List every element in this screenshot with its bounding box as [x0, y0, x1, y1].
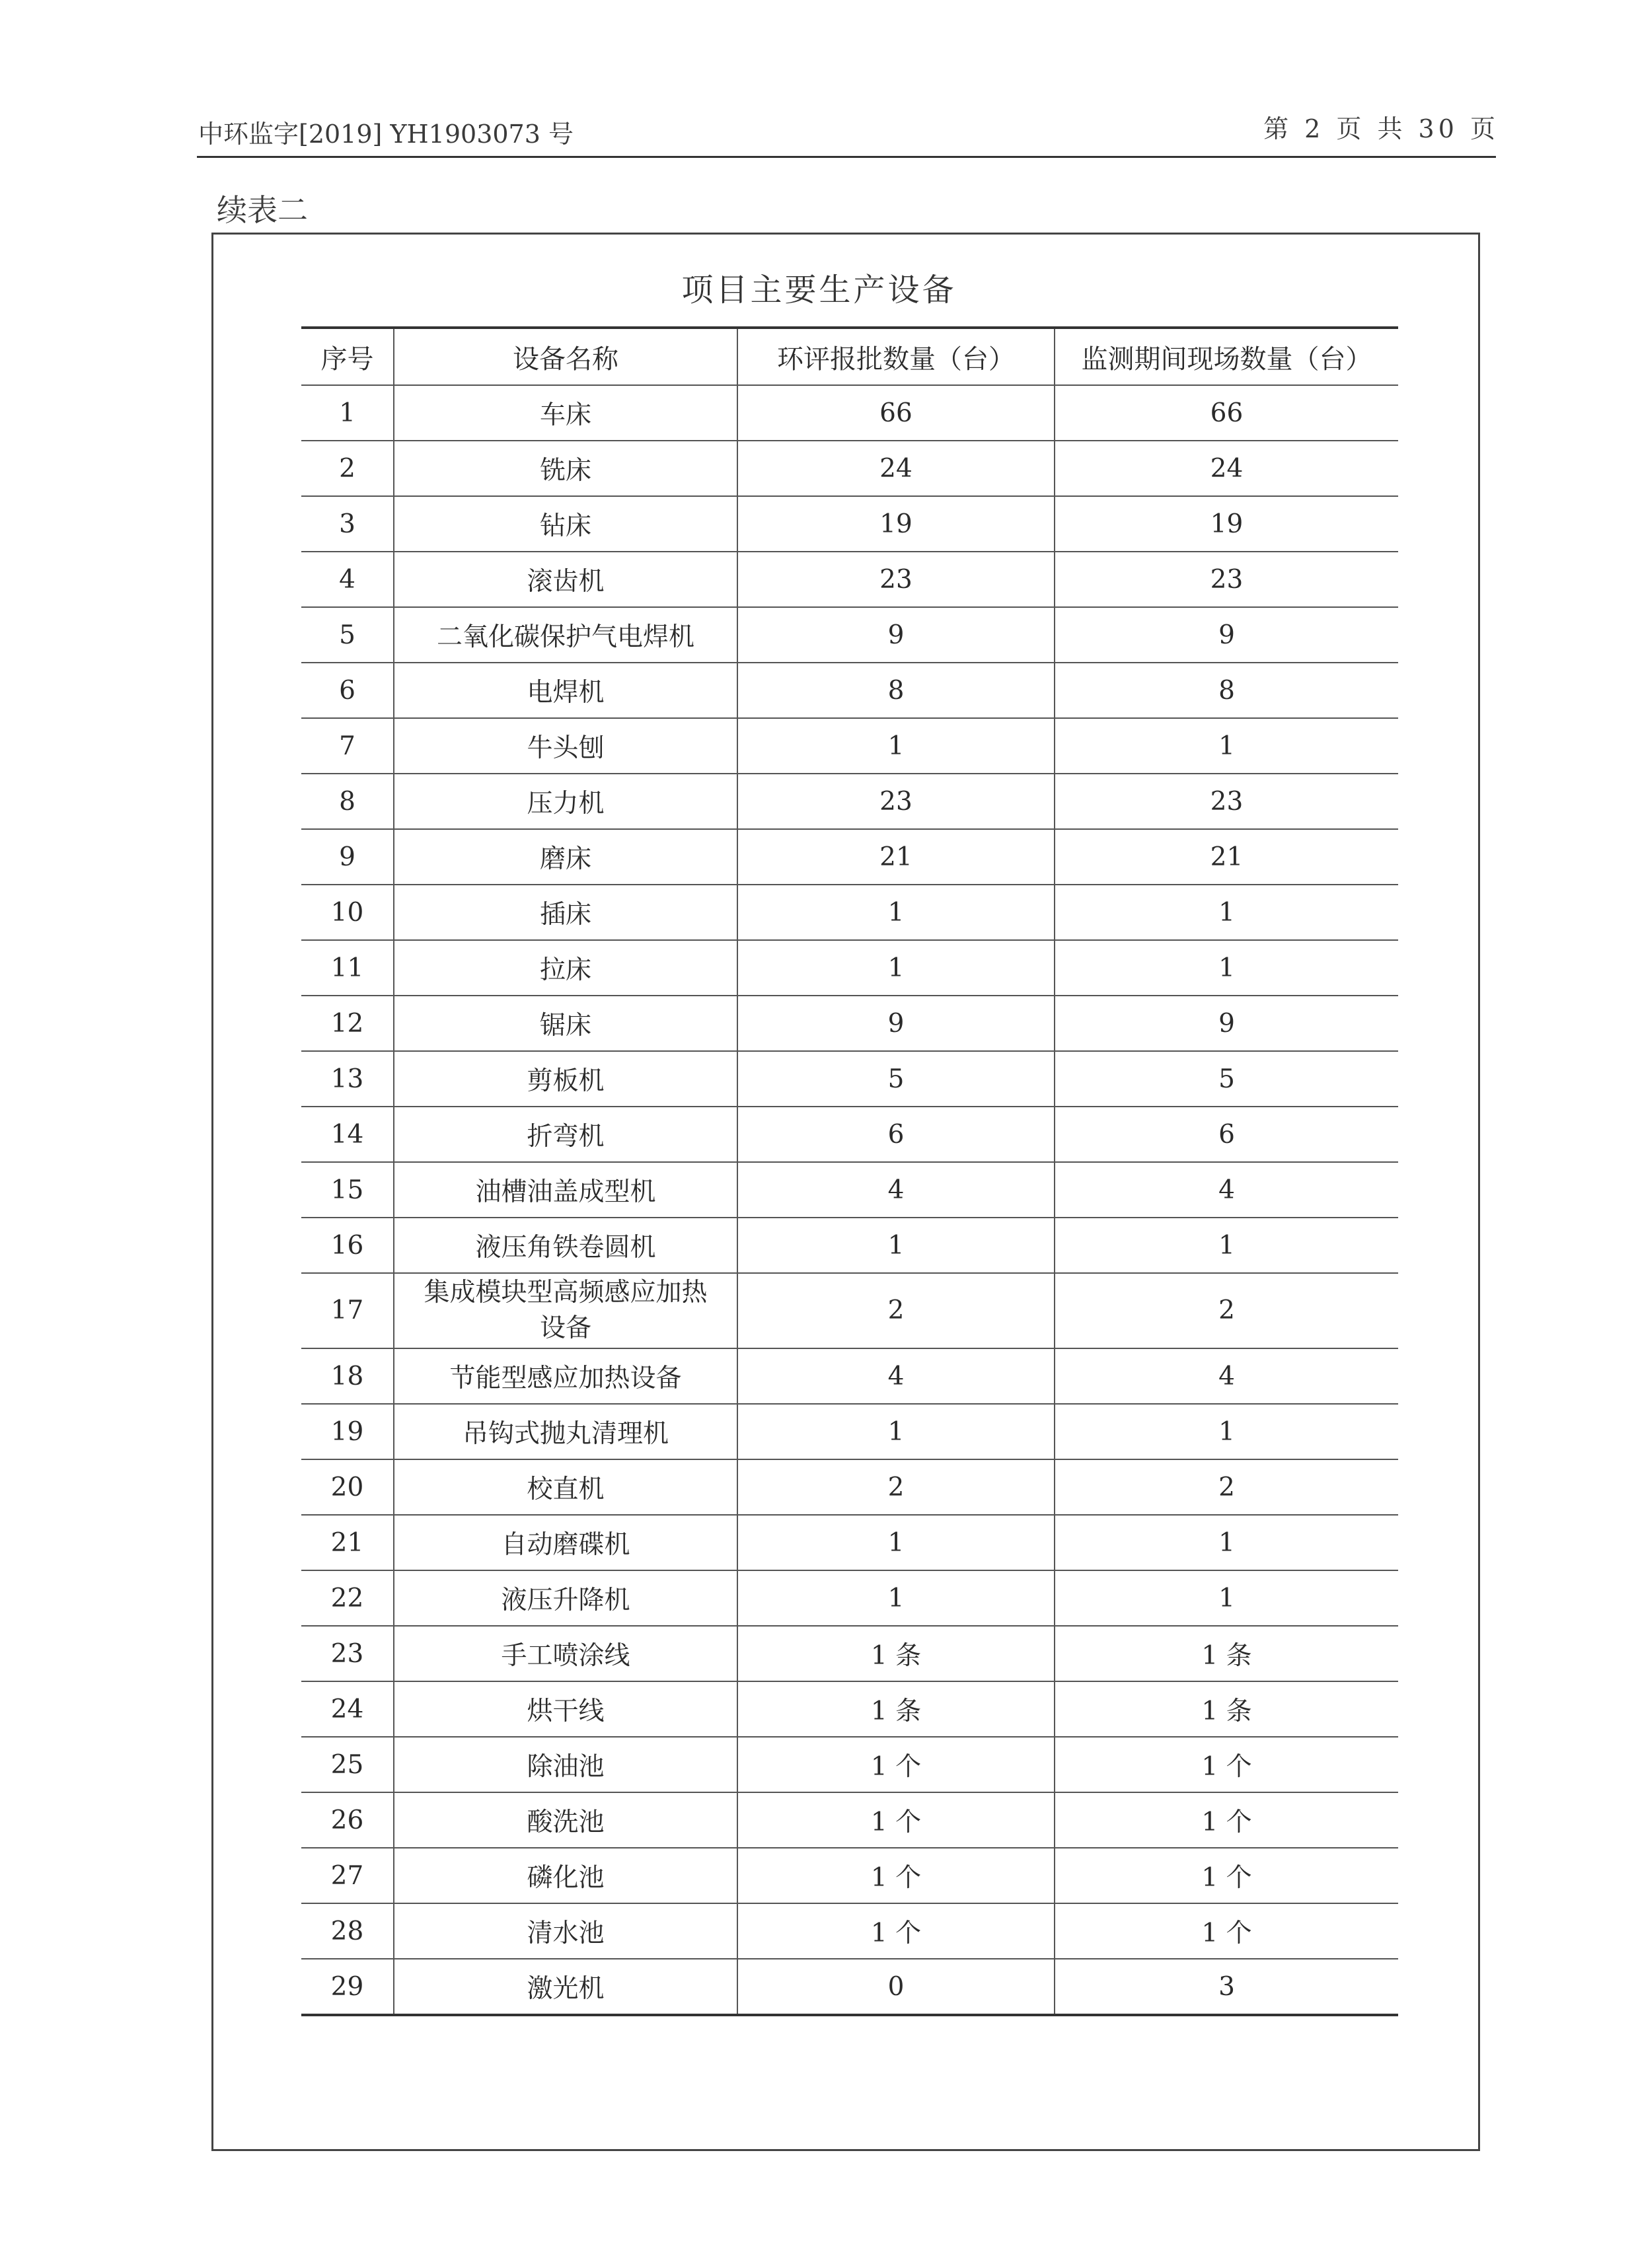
cell-approved-quantity-text: 1 条 [870, 1641, 922, 1671]
table-row [301, 385, 1398, 441]
cell-approved-quantity [737, 1515, 1055, 1570]
cell-number-text: 24 [330, 1694, 364, 1724]
cell-number-text: 7 [339, 731, 355, 761]
cell-number-text: 11 [330, 953, 364, 983]
table-row [301, 774, 1398, 829]
cell-equipment-name-text: 插床 [539, 900, 591, 930]
cell-number-text: 2 [339, 453, 355, 484]
table-row [301, 1273, 1398, 1348]
cell-onsite-quantity-text: 6 [1218, 1119, 1235, 1150]
cell-approved-quantity [737, 829, 1055, 885]
cell-equipment-name [394, 1681, 737, 1737]
cell-onsite-quantity [1055, 607, 1398, 663]
cell-onsite-quantity [1055, 1515, 1398, 1570]
cell-onsite-quantity-text: 2 [1218, 1296, 1235, 1325]
cell-number-text: 26 [330, 1805, 364, 1835]
cell-onsite-quantity-text: 1 个 [1201, 1752, 1252, 1782]
cell-onsite-quantity [1055, 1792, 1398, 1848]
cell-number-text: 3 [339, 509, 355, 539]
cell-approved-quantity [737, 1348, 1055, 1404]
cell-equipment-name [394, 1273, 737, 1348]
cell-equipment-name [394, 496, 737, 552]
cell-onsite-quantity-text: 1 个 [1201, 1863, 1252, 1893]
cell-onsite-quantity [1055, 829, 1398, 885]
cell-onsite-quantity [1055, 718, 1398, 774]
table-row [301, 496, 1398, 552]
cell-onsite-quantity [1055, 1681, 1398, 1737]
table-row [301, 718, 1398, 774]
cell-approved-quantity [737, 385, 1055, 441]
cell-approved-quantity-text: 1 [887, 1230, 905, 1261]
cell-equipment-name [394, 1515, 737, 1570]
cell-onsite-quantity-text: 23 [1210, 564, 1244, 595]
table-row [301, 1051, 1398, 1107]
cell-equipment-name [394, 1404, 737, 1459]
cell-approved-quantity-text: 1 个 [870, 1919, 922, 1948]
cell-onsite-quantity-text: 1 条 [1201, 1697, 1252, 1726]
cell-equipment-name-text: 折弯机 [527, 1122, 605, 1152]
cell-approved-quantity [737, 1051, 1055, 1107]
cell-number-text: 17 [330, 1296, 364, 1325]
cell-equipment-name-text: 液压角铁卷圆机 [475, 1233, 656, 1262]
cell-number [301, 1737, 394, 1792]
cell-approved-quantity-text: 6 [887, 1119, 905, 1150]
table-header-row [301, 328, 1398, 385]
cell-number [301, 1162, 394, 1218]
cell-approved-quantity-text: 1 [887, 1583, 905, 1613]
cell-number [301, 552, 394, 607]
cell-equipment-name-text: 压力机 [527, 789, 605, 819]
cell-equipment-name [394, 663, 737, 718]
cell-equipment-name-text: 油槽油盖成型机 [475, 1177, 656, 1207]
cell-onsite-quantity [1055, 1051, 1398, 1107]
cell-onsite-quantity [1055, 1218, 1398, 1273]
cell-equipment-name-text: 铣床 [539, 456, 591, 486]
table-row [301, 1792, 1398, 1848]
cell-equipment-name-text: 钻床 [539, 511, 591, 541]
cell-approved-quantity-text: 19 [879, 509, 912, 539]
column-header-number: 序号 [301, 328, 394, 385]
cell-approved-quantity [737, 1570, 1055, 1626]
cell-approved-quantity-text: 2 [887, 1296, 905, 1325]
cell-equipment-name-text: 集成模块型高频感应加热设备 [424, 1278, 708, 1343]
cell-number-text: 4 [339, 564, 355, 595]
cell-equipment-name-text: 电焊机 [527, 678, 605, 708]
cell-equipment-name [394, 1348, 737, 1404]
cell-approved-quantity-text: 1 [887, 897, 905, 928]
cell-onsite-quantity-text: 1 [1218, 953, 1235, 983]
cell-onsite-quantity [1055, 1737, 1398, 1792]
cell-number [301, 1348, 394, 1404]
cell-number [301, 1848, 394, 1903]
cell-onsite-quantity [1055, 1162, 1398, 1218]
cell-number-text: 22 [330, 1583, 364, 1613]
cell-onsite-quantity [1055, 1903, 1398, 1959]
cell-equipment-name-text: 剪板机 [527, 1066, 605, 1096]
cell-number-text: 6 [339, 675, 355, 706]
cell-onsite-quantity-text: 66 [1210, 398, 1244, 428]
cell-equipment-name [394, 1218, 737, 1273]
cell-approved-quantity-text: 2 [887, 1472, 905, 1502]
cell-approved-quantity [737, 940, 1055, 996]
table-row [301, 1404, 1398, 1459]
column-header-approved-quantity: 环评报批数量（台） [737, 328, 1055, 385]
cell-number [301, 1792, 394, 1848]
cell-approved-quantity [737, 774, 1055, 829]
table-row [301, 1515, 1398, 1570]
table-row [301, 1737, 1398, 1792]
cell-number [301, 829, 394, 885]
cell-onsite-quantity [1055, 940, 1398, 996]
document-number: 中环监字[2019] YH1903073 号 [198, 120, 574, 149]
cell-approved-quantity [737, 663, 1055, 718]
cell-approved-quantity-text: 9 [887, 1008, 905, 1039]
table-row [301, 829, 1398, 885]
cell-number-text: 20 [330, 1472, 364, 1502]
cell-equipment-name-text: 自动磨碟机 [501, 1530, 630, 1560]
cell-number-text: 9 [339, 842, 355, 872]
cell-number [301, 385, 394, 441]
cell-onsite-quantity-text: 19 [1210, 509, 1244, 539]
cell-equipment-name [394, 885, 737, 940]
cell-approved-quantity [737, 885, 1055, 940]
table-row [301, 1162, 1398, 1218]
cell-equipment-name-text: 车床 [539, 400, 591, 430]
cell-approved-quantity [737, 496, 1055, 552]
cell-equipment-name-text: 吊钩式抛丸清理机 [462, 1419, 669, 1449]
cell-equipment-name [394, 607, 737, 663]
cell-onsite-quantity-text: 2 [1218, 1472, 1235, 1502]
cell-onsite-quantity-text: 1 [1218, 1416, 1235, 1447]
cell-number-text: 19 [330, 1416, 364, 1447]
cell-onsite-quantity [1055, 1404, 1398, 1459]
cell-approved-quantity-text: 1 [887, 1527, 905, 1558]
cell-approved-quantity [737, 1404, 1055, 1459]
cell-approved-quantity [737, 996, 1055, 1051]
cell-onsite-quantity-text: 23 [1210, 786, 1244, 817]
cell-equipment-name [394, 940, 737, 996]
cell-equipment-name [394, 718, 737, 774]
cell-number [301, 1107, 394, 1162]
cell-approved-quantity-text: 1 个 [870, 1863, 922, 1893]
cell-equipment-name [394, 1459, 737, 1515]
cell-onsite-quantity-text: 1 [1218, 1527, 1235, 1558]
cell-number [301, 1273, 394, 1348]
cell-number-text: 18 [330, 1361, 364, 1391]
cell-equipment-name [394, 1107, 737, 1162]
cell-equipment-name-text: 酸洗池 [527, 1808, 605, 1837]
cell-number-text: 1 [339, 398, 355, 428]
cell-number [301, 774, 394, 829]
cell-approved-quantity-text: 1 [887, 1416, 905, 1447]
cell-approved-quantity [737, 1626, 1055, 1681]
cell-onsite-quantity-text: 21 [1210, 842, 1244, 872]
cell-onsite-quantity [1055, 885, 1398, 940]
cell-number [301, 496, 394, 552]
cell-approved-quantity [737, 441, 1055, 496]
cell-approved-quantity [737, 718, 1055, 774]
table-body [301, 385, 1398, 2015]
cell-equipment-name-text: 节能型感应加热设备 [449, 1364, 682, 1393]
cell-number-text: 27 [330, 1860, 364, 1891]
cell-onsite-quantity [1055, 774, 1398, 829]
cell-approved-quantity-text: 1 [887, 731, 905, 761]
cell-onsite-quantity [1055, 1570, 1398, 1626]
cell-onsite-quantity [1055, 1626, 1398, 1681]
table-row [301, 552, 1398, 607]
table-row [301, 1848, 1398, 1903]
cell-number-text: 28 [330, 1916, 364, 1946]
cell-approved-quantity [737, 1959, 1055, 2015]
cell-approved-quantity [737, 1162, 1055, 1218]
table-row [301, 1681, 1398, 1737]
cell-approved-quantity-text: 66 [879, 398, 912, 428]
cell-number [301, 663, 394, 718]
cell-equipment-name-text: 二氧化碳保护气电焊机 [436, 622, 694, 652]
cell-equipment-name-text: 滚齿机 [527, 567, 605, 597]
cell-approved-quantity-text: 24 [879, 453, 912, 484]
cell-approved-quantity [737, 552, 1055, 607]
cell-onsite-quantity-text: 1 [1218, 731, 1235, 761]
cell-approved-quantity-text: 0 [887, 1971, 905, 2002]
cell-number [301, 1959, 394, 2015]
column-header-equipment-name: 设备名称 [394, 328, 737, 385]
cell-onsite-quantity [1055, 1348, 1398, 1404]
cell-number [301, 1404, 394, 1459]
table-row [301, 1107, 1398, 1162]
cell-number [301, 607, 394, 663]
cell-number-text: 10 [330, 897, 364, 928]
table-row [301, 885, 1398, 940]
cell-onsite-quantity-text: 1 条 [1201, 1641, 1252, 1671]
cell-number [301, 996, 394, 1051]
cell-approved-quantity [737, 1107, 1055, 1162]
table-row [301, 607, 1398, 663]
cell-onsite-quantity [1055, 996, 1398, 1051]
cell-onsite-quantity [1055, 1273, 1398, 1348]
cell-number [301, 1570, 394, 1626]
table-row [301, 1459, 1398, 1515]
cell-onsite-quantity [1055, 663, 1398, 718]
cell-onsite-quantity [1055, 441, 1398, 496]
table-row [301, 441, 1398, 496]
cell-number [301, 1515, 394, 1570]
cell-approved-quantity-text: 1 个 [870, 1752, 922, 1782]
cell-equipment-name-text: 手工喷涂线 [501, 1641, 630, 1671]
cell-equipment-name-text: 除油池 [527, 1752, 605, 1782]
cell-number-text: 25 [330, 1749, 364, 1780]
cell-approved-quantity-text: 1 个 [870, 1808, 922, 1837]
cell-equipment-name [394, 1903, 737, 1959]
cell-equipment-name [394, 1737, 737, 1792]
cell-onsite-quantity-text: 9 [1218, 1008, 1235, 1039]
cell-number [301, 441, 394, 496]
cell-equipment-name-text: 激光机 [527, 1974, 605, 2004]
cell-onsite-quantity-text: 24 [1210, 453, 1244, 484]
table-row [301, 1959, 1398, 2015]
table-row [301, 1348, 1398, 1404]
cell-onsite-quantity-text: 1 个 [1201, 1808, 1252, 1837]
cell-number-text: 13 [330, 1064, 364, 1094]
cell-number [301, 940, 394, 996]
cell-approved-quantity [737, 1737, 1055, 1792]
cell-onsite-quantity [1055, 1459, 1398, 1515]
cell-number [301, 1626, 394, 1681]
cell-onsite-quantity-text: 1 [1218, 1230, 1235, 1261]
cell-approved-quantity [737, 1848, 1055, 1903]
header-divider [197, 156, 1496, 158]
cell-approved-quantity [737, 1273, 1055, 1348]
table-title: 项目主要生产设备 [681, 272, 957, 309]
cell-equipment-name [394, 385, 737, 441]
cell-equipment-name [394, 552, 737, 607]
cell-approved-quantity [737, 1218, 1055, 1273]
cell-equipment-name-text: 清水池 [527, 1919, 605, 1948]
cell-equipment-name-text: 校直机 [527, 1475, 605, 1504]
cell-onsite-quantity-text: 5 [1218, 1064, 1235, 1094]
cell-number [301, 1051, 394, 1107]
cell-equipment-name [394, 1051, 737, 1107]
cell-equipment-name [394, 1570, 737, 1626]
cell-number [301, 1218, 394, 1273]
cell-number-text: 16 [330, 1230, 364, 1261]
cell-number-text: 15 [330, 1175, 364, 1205]
cell-onsite-quantity [1055, 496, 1398, 552]
cell-number-text: 12 [330, 1008, 364, 1039]
cell-approved-quantity-text: 4 [887, 1361, 905, 1391]
cell-onsite-quantity-text: 4 [1218, 1361, 1235, 1391]
cell-number-text: 14 [330, 1119, 364, 1150]
cell-approved-quantity [737, 1792, 1055, 1848]
cell-equipment-name [394, 1959, 737, 2015]
cell-equipment-name-text: 液压升降机 [501, 1586, 630, 1615]
continued-table-label: 续表二 [217, 192, 308, 228]
cell-number [301, 885, 394, 940]
cell-number [301, 1903, 394, 1959]
cell-onsite-quantity [1055, 1107, 1398, 1162]
cell-equipment-name [394, 1162, 737, 1218]
cell-equipment-name [394, 774, 737, 829]
cell-equipment-name-text: 锯床 [539, 1011, 591, 1041]
cell-onsite-quantity-text: 3 [1218, 1971, 1235, 2002]
cell-onsite-quantity [1055, 1848, 1398, 1903]
cell-onsite-quantity [1055, 385, 1398, 441]
cell-number [301, 1681, 394, 1737]
cell-onsite-quantity [1055, 552, 1398, 607]
column-header-onsite-quantity: 监测期间现场数量（台） [1055, 328, 1398, 385]
cell-approved-quantity-text: 4 [887, 1175, 905, 1205]
cell-approved-quantity-text: 21 [879, 842, 912, 872]
cell-equipment-name-text: 磷化池 [527, 1863, 605, 1893]
cell-approved-quantity [737, 607, 1055, 663]
cell-approved-quantity-text: 23 [879, 786, 912, 817]
cell-approved-quantity [737, 1459, 1055, 1515]
cell-equipment-name [394, 829, 737, 885]
cell-equipment-name [394, 996, 737, 1051]
cell-equipment-name [394, 1626, 737, 1681]
cell-number-text: 23 [330, 1638, 364, 1669]
equipment-table [301, 326, 1398, 2016]
cell-equipment-name-text: 磨床 [539, 844, 591, 874]
cell-approved-quantity-text: 1 [887, 953, 905, 983]
table-row [301, 940, 1398, 996]
table-row [301, 1903, 1398, 1959]
cell-equipment-name [394, 441, 737, 496]
cell-number [301, 1459, 394, 1515]
table-row [301, 663, 1398, 718]
cell-onsite-quantity-text: 8 [1218, 675, 1235, 706]
page-indicator: 第 2 页 共 30 页 [1263, 114, 1499, 143]
cell-onsite-quantity-text: 1 个 [1201, 1919, 1252, 1948]
cell-onsite-quantity [1055, 1959, 1398, 2015]
cell-equipment-name-text: 烘干线 [527, 1697, 605, 1726]
cell-approved-quantity [737, 1903, 1055, 1959]
cell-onsite-quantity-text: 1 [1218, 897, 1235, 928]
cell-approved-quantity-text: 8 [887, 675, 905, 706]
table-row [301, 1626, 1398, 1681]
cell-equipment-name [394, 1792, 737, 1848]
cell-approved-quantity-text: 5 [887, 1064, 905, 1094]
table-row [301, 996, 1398, 1051]
cell-onsite-quantity-text: 9 [1218, 620, 1235, 650]
cell-number-text: 8 [339, 786, 355, 817]
table-row [301, 1218, 1398, 1273]
cell-onsite-quantity-text: 1 [1218, 1583, 1235, 1613]
cell-approved-quantity [737, 1681, 1055, 1737]
cell-approved-quantity-text: 23 [879, 564, 912, 595]
cell-number [301, 718, 394, 774]
cell-equipment-name-text: 拉床 [539, 955, 591, 985]
cell-onsite-quantity-text: 4 [1218, 1175, 1235, 1205]
cell-equipment-name [394, 1848, 737, 1903]
cell-equipment-name-text: 牛头刨 [527, 733, 605, 763]
table-row [301, 1570, 1398, 1626]
cell-number-text: 5 [339, 620, 355, 650]
cell-number-text: 21 [330, 1527, 364, 1558]
cell-approved-quantity-text: 9 [887, 620, 905, 650]
cell-number-text: 29 [330, 1971, 364, 2002]
cell-approved-quantity-text: 1 条 [870, 1697, 922, 1726]
